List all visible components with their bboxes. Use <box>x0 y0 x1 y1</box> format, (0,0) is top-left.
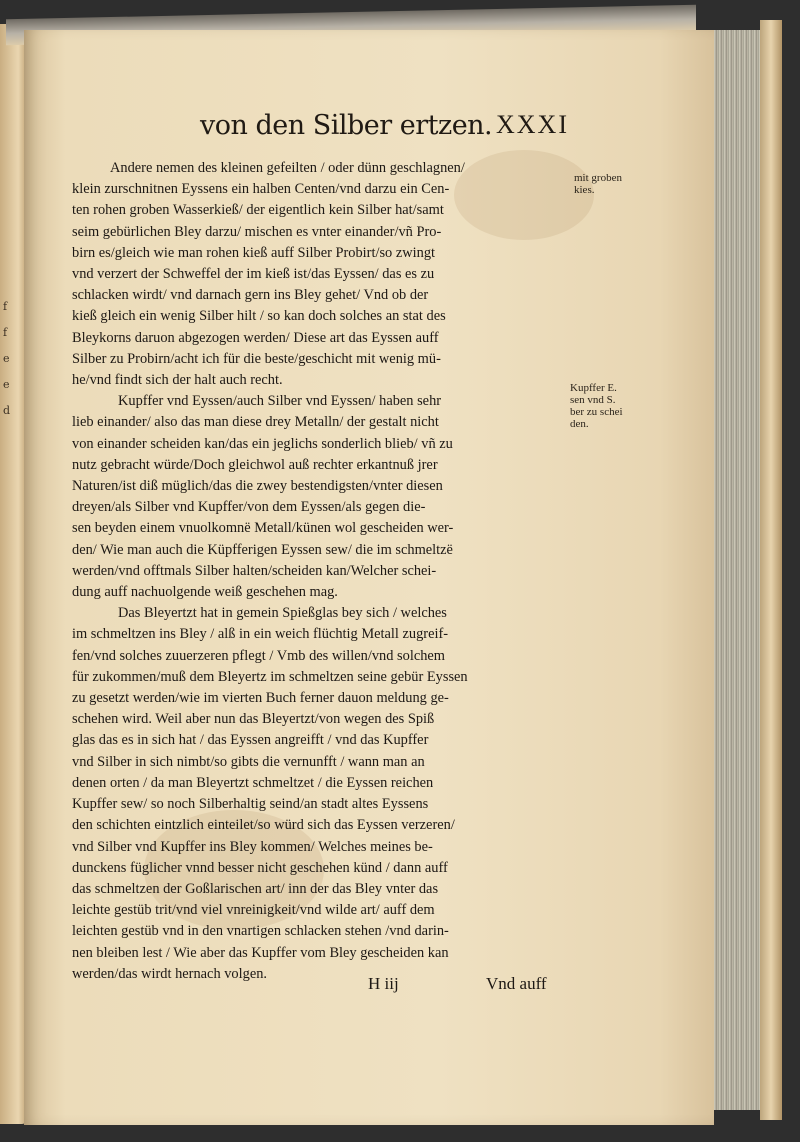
text-line: vnd Silber vnd Kupffer ins Bley kommen/ Welches meines be- <box>72 838 433 855</box>
text-line: schehen wird. Weil aber nun das Bleyertzt/von wegen des Spiß <box>72 711 435 728</box>
text-line: glas das es in sich hat / das Eyssen angreifft / vnd das Kupffer <box>72 732 429 749</box>
text-line: Naturen/ist diß müglich/das die zwey bestendigsten/vnter diesen <box>72 478 443 495</box>
text-line: zu gesetzt werden/wie im vierten Buch ferner dauon meldung ge- <box>72 690 449 707</box>
text-line: werden/vnd offtmals Silber halten/scheiden kan/Welcher schei- <box>72 562 437 579</box>
running-head: von den Silber ertzen. <box>200 110 493 141</box>
text-line: schlacken wirdt/ vnd darnach gern ins Bley gehet/ Vnd ob der <box>72 287 429 304</box>
page-footer <box>360 974 580 998</box>
marginal-note <box>570 382 632 430</box>
text-line: nutz gebracht würde/Doch gleichwol auß rechter erkantnuß jrer <box>72 456 438 473</box>
marginal-line: den. <box>570 418 589 430</box>
marginal-line: sen vnd S. <box>570 394 616 406</box>
text-line: kieß gleich ein wenig Silber hilt / so kan doch solches an stat des <box>72 308 446 325</box>
marginal-line: kies. <box>574 184 595 196</box>
text-line: im schmeltzen ins Bley / alß in ein weich flüchtig Metall zugreif- <box>72 626 449 643</box>
text-line: leichte gestüb trit/vnd viel vnreinigkeit/vnd wilde art/ auff dem <box>72 902 435 919</box>
catchword: Vnd auff <box>486 974 547 993</box>
text-line: Kupffer vnd Eyssen/auch Silber vnd Eyssen/ haben sehr <box>118 393 442 410</box>
body-text <box>72 158 572 985</box>
text-line: für zukommen/muß dem Bleyertz im schmeltzen seine gebür Eyssen <box>72 668 468 685</box>
text-line: von einander scheiden kan/das ein jeglichs sonderlich blieb/ vñ zu <box>72 435 453 452</box>
text-line: Bleykorns daruon abgezogen werden/ Diese art das Eyssen auff <box>72 329 439 346</box>
paragraph-1 <box>72 158 572 391</box>
text-line: vnd verzert der Schweffel der im kieß ist/das Eyssen/ das es zu <box>72 266 435 283</box>
text-line: birn es/gleich wie man rohen kieß auff Silber Probirt/so zwingt <box>72 244 436 261</box>
text-line: he/vnd findt sich der halt auch recht. <box>72 372 283 389</box>
text-line: Andere nemen des kleinen gefeilten / oder dünn geschlagnen/ <box>110 160 465 176</box>
text-line: den schichten eintzlich einteilet/so würd sich das Eyssen verzeren/ <box>72 817 455 834</box>
text-line: sen beyden einem vnuolkomnë Metall/künen wol gescheiden wer- <box>72 520 454 537</box>
text-line: denen orten / da man Bleyertzt schmeltzet / die Eyssen reichen <box>72 774 434 791</box>
text-line: das schmeltzen der Goßlarischen art/ inn der das Bley vnter das <box>72 880 439 897</box>
text-line: ten rohen groben Wasserkieß/ der eigentlich kein Silber hat/samt <box>72 202 444 219</box>
book-cover-edge <box>760 20 782 1120</box>
text-line: den/ Wie man auch die Küpfferigen Eyssen sew/ die im schmeltzë <box>72 541 453 558</box>
signature-mark: H iij <box>368 974 399 993</box>
text-line: Kupffer sew/ so noch Silberhaltig seind/an stadt altes Eyssens <box>72 796 429 813</box>
marginal-note <box>574 172 644 196</box>
marginal-line: ber zu schei <box>570 406 623 418</box>
text-line: Das Bleyertzt hat in gemein Spießglas bey sich / welches <box>118 605 447 622</box>
text-line: dung auff nachuolgende weiß geschehen mag. <box>72 584 338 601</box>
marginal-line: mit groben <box>574 172 622 184</box>
folio-number: XXXI <box>496 110 569 139</box>
text-line: dreyen/als Silber vnd Kupffer/von dem Eyssen/als gegen die- <box>72 499 426 516</box>
text-line: seim gebürlichen Bley darzu/ mischen es vnter einander/vñ Pro- <box>72 223 442 240</box>
text-line: vnd Silber in sich nimbt/so gibts die vernunfft / wann man an <box>72 753 425 770</box>
left-page-fragments: f f e e d <box>3 300 11 417</box>
text-line: dunckens füglicher vnnd besser nicht geschehen künd / dann auff <box>72 859 448 876</box>
text-line: lieb einander/ also das man diese drey Metalln/ der gestalt nicht <box>72 414 439 431</box>
paragraph-3 <box>72 603 572 985</box>
page-stack-edge <box>708 30 768 1110</box>
text-line: klein zurschnitnen Eyssens ein halben Centen/vnd darzu ein Cen- <box>72 181 450 198</box>
text-line: nen bleiben lest / Wie aber das Kupffer vom Bley gescheiden kan <box>72 944 449 961</box>
paragraph-2 <box>72 391 572 603</box>
page-header <box>196 110 676 150</box>
text-line: Silber zu Probirn/acht ich für die beste/geschicht mit wenig mü- <box>72 350 441 367</box>
text-line: leichten gestüb vnd in den vnartigen schlacken stehen /vnd darin- <box>72 923 449 940</box>
text-line: fen/vnd solches zuuerzeren pflegt / Vmb des willen/vnd solchem <box>72 647 445 664</box>
marginal-line: Kupffer E. <box>570 382 617 394</box>
text-line: werden/das wirdt hernach volgen. <box>72 965 268 982</box>
left-page-edge <box>0 24 26 1124</box>
